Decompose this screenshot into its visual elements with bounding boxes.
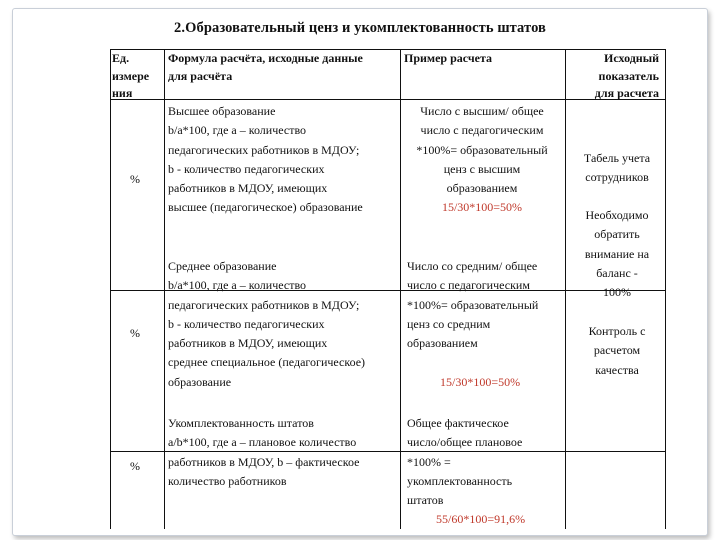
row-1-example: Число с высшим/ общее число с педагогическим *100%= образовательный ценз с высшим образованием 15/30*100=50% xyxy=(402,102,562,218)
row-1-formula: Высшее образование b/a*100, где a – количество педагогических работников в МДОУ; b - количество педагогических работников в МДОУ, имеющих высшее (педагогическое) образование xyxy=(168,104,363,215)
column-divider xyxy=(400,49,401,529)
data-table xyxy=(110,49,666,529)
column-divider xyxy=(565,49,566,529)
row-3-result: 55/60*100=91,6% xyxy=(436,512,526,526)
row-2-result: 15/30*100=50% xyxy=(440,375,521,389)
row-3-example: Общее фактическое число/общее плановое *100% = укомплектованность штатов xyxy=(407,416,523,508)
row-3-formula: Укомплектованность штатов a/b*100, где a – плановое количество работников в МДОУ, b – фактическое количество работников xyxy=(168,416,360,488)
row-3-unit: % xyxy=(130,459,140,473)
column-divider xyxy=(164,49,165,529)
row-2-unit: % xyxy=(130,326,140,340)
source-note-tabel: Табель учета сотрудников xyxy=(583,151,651,185)
header-source: Исходный показатель для расчета xyxy=(594,51,659,100)
page-title: 2.Образовательный ценз и укомплектованность штатов xyxy=(174,20,546,36)
column-divider xyxy=(110,49,111,529)
source-note-control: Контроль с расчетом качества xyxy=(588,324,646,377)
row-2-example: Число со средним/ общее число с педагогическим *100%= образовательный ценз со средним образованием xyxy=(407,259,539,351)
header-unit: Ед. измере ния xyxy=(112,51,150,100)
header-formula: Формула расчёта, исходные данные для расчёта xyxy=(168,51,363,83)
row-1-result: 15/30*100=50% xyxy=(441,200,523,215)
row-2-formula: Среднее образование b/a*100, где a – количество педагогических работников в МДОУ; b - количество педагогических работников в МДОУ, имеющих среднее специальное (педагогическое) образование xyxy=(168,259,366,389)
row-1-unit: % xyxy=(130,172,140,186)
header-example: Пример расчета xyxy=(404,51,492,65)
source-note-attention: Необходимо обратить внимание на баланс - 100% xyxy=(584,208,650,300)
